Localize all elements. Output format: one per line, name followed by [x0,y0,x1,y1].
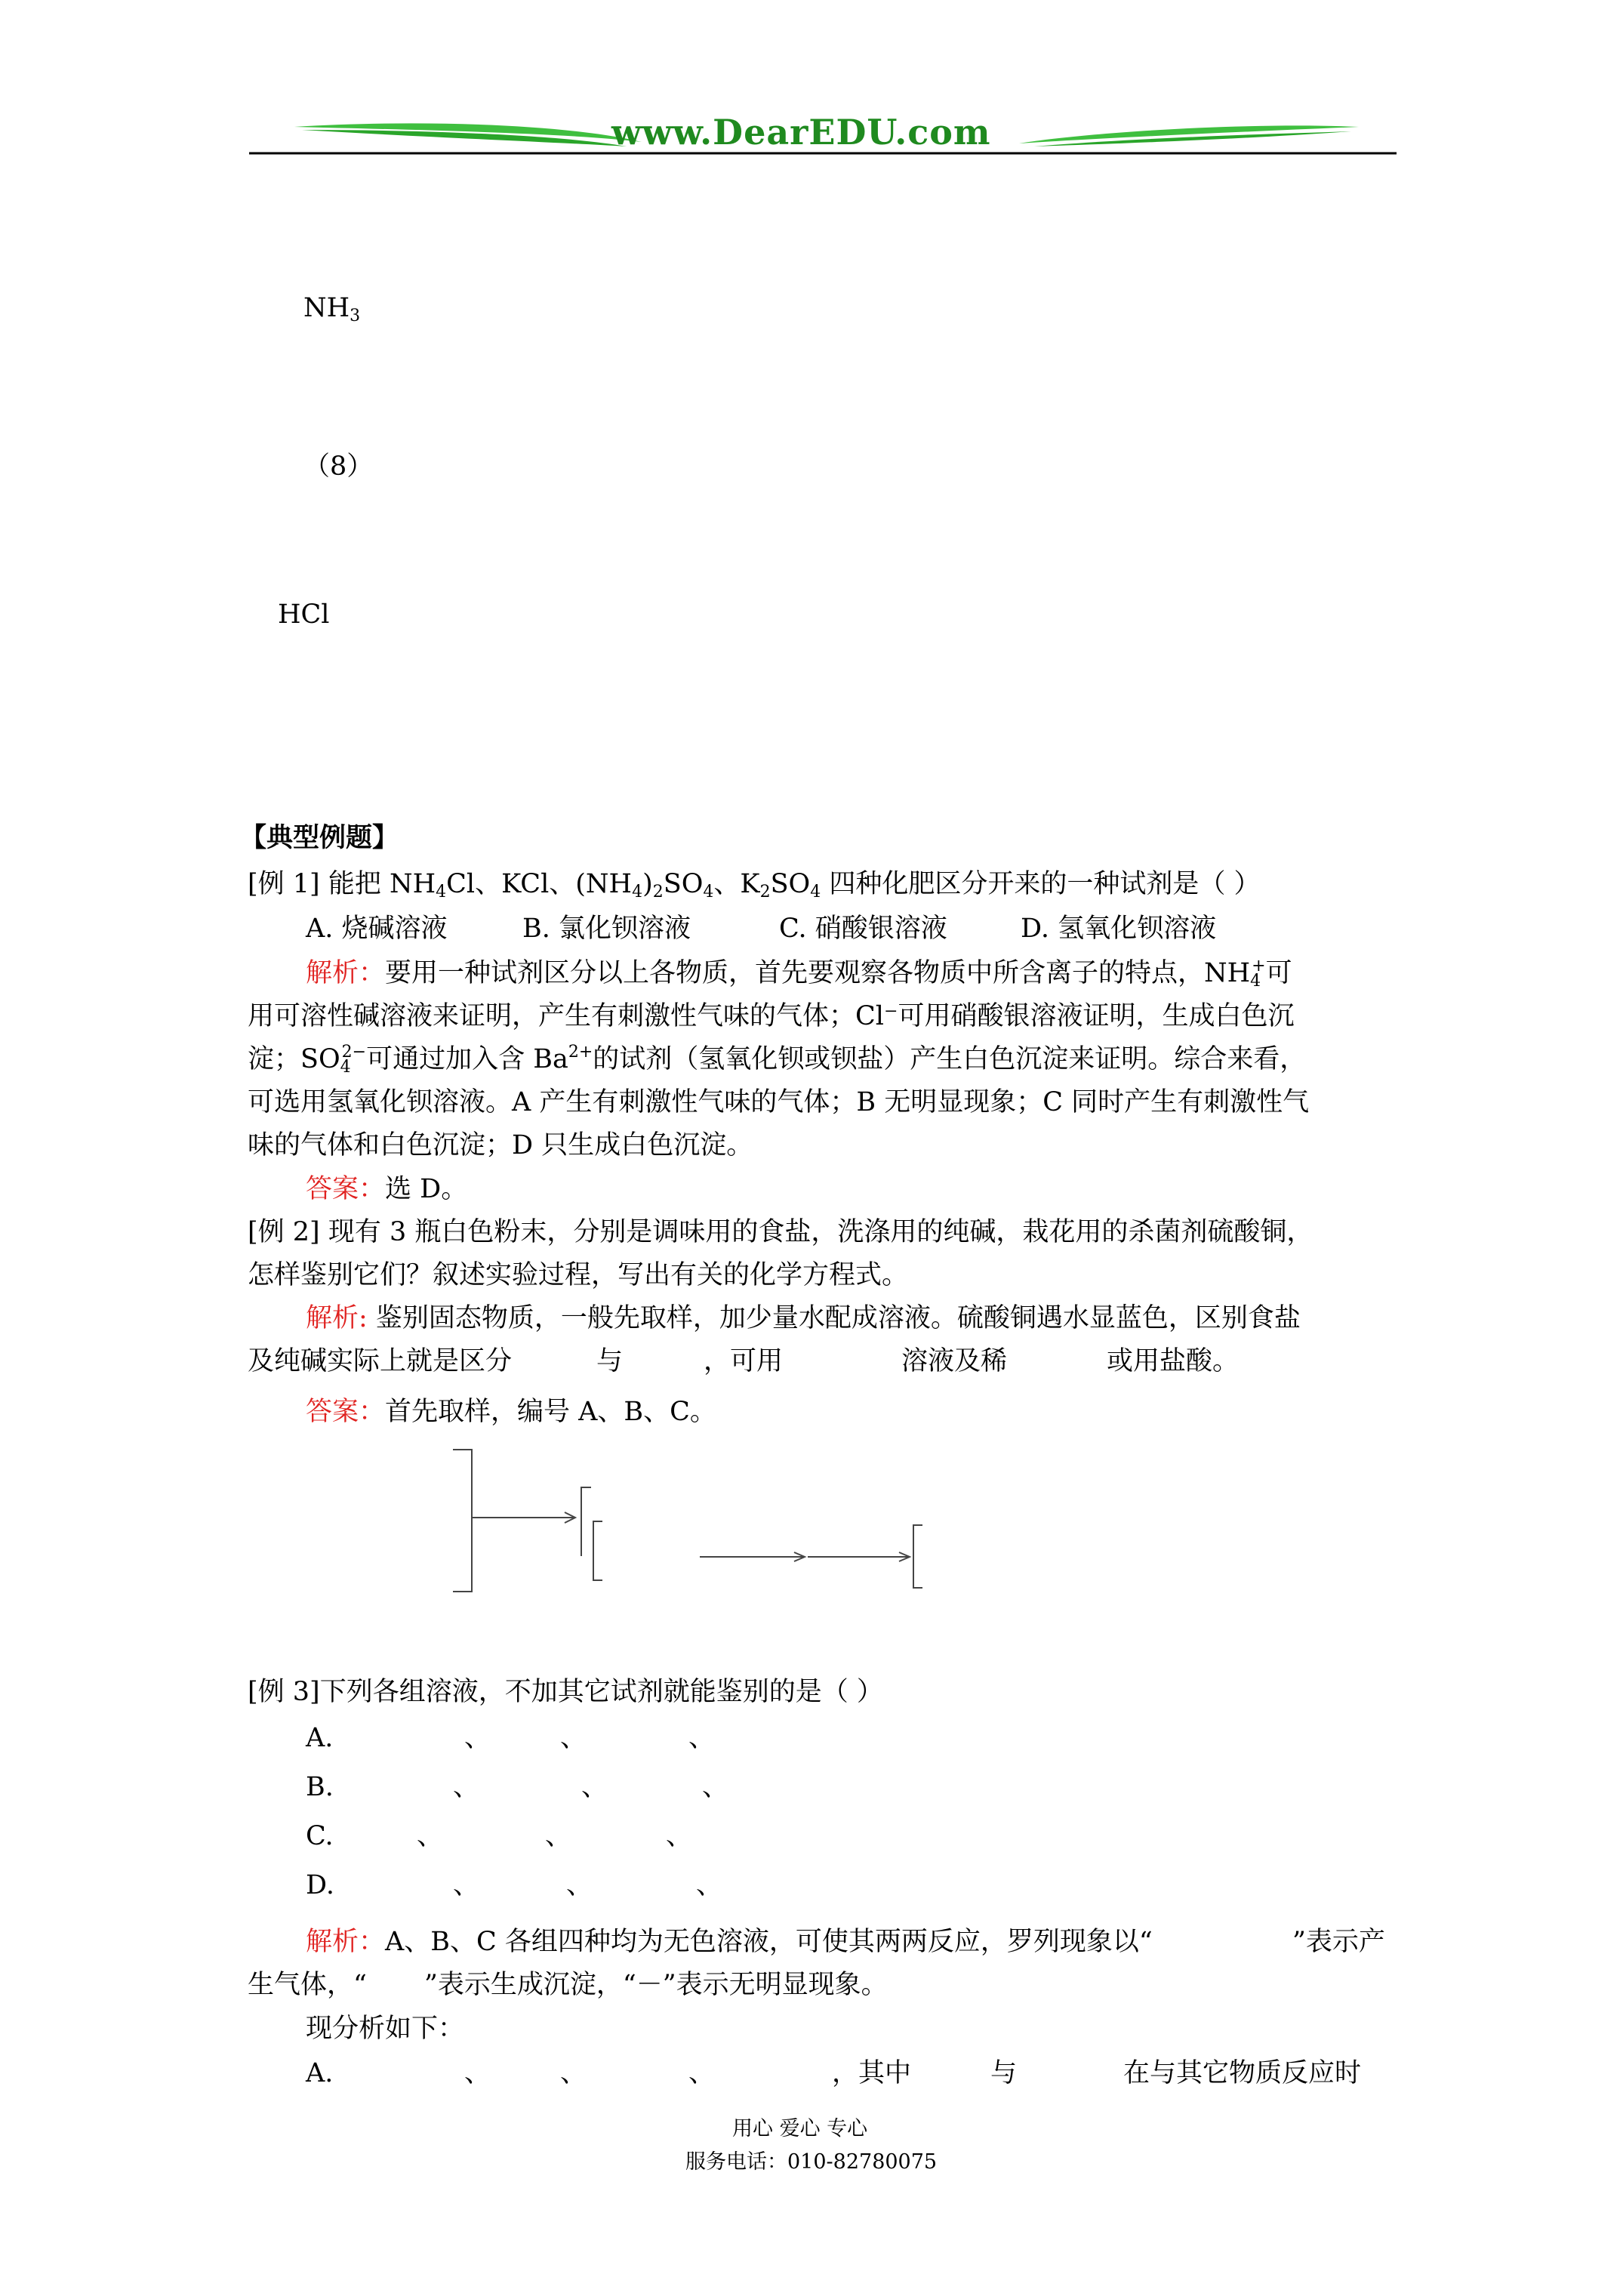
bracket-4 [913,1525,922,1588]
footer-line1: 用心 爱心 专心 [732,2117,868,2140]
site-logo: www.DearEDU.com [611,112,991,153]
ex1-option-a: A. 烧碱溶液 [306,914,448,944]
ex1-option-b: B. 氯化钡溶液 [522,914,691,944]
ex2-analysis-line2: 及纯碱实际上就是区分 [248,1346,513,1376]
sep: 、 [417,1821,444,1851]
ex3-last-tail: 在与其它物质反应时 [1123,2058,1362,2088]
sep: 、 [560,2058,587,2088]
ex1-option-d: D. 氢氧化钡溶液 [1021,914,1217,944]
ex2-analysis-line1: 解析: 鉴别固态物质，一般先取样，加少量水配成溶液。硫酸铜遇水显蓝色，区别食盐 [306,1303,1301,1333]
ex3-option-a: A. [306,1723,334,1753]
ex3-option-d: D. [306,1870,334,1900]
ex2-answer-label: 答案： [306,1397,386,1427]
sep: 、 [545,1821,572,1851]
sep: 、 [566,1870,593,1900]
ex3-analysis-line1-end: ”表示产 [1292,1927,1385,1957]
ex2-fragment-with: 与 [596,1346,624,1376]
ex2-question-line1: [例 2] 现有 3 瓶白色粉末，分别是调味用的食盐，洗涤用的纯碱，栽花用的杀菌剂硫酸铜， [248,1217,1313,1247]
bracket-3 [593,1521,602,1580]
ex2-analysis-label: 解析: [306,1303,368,1333]
ex3-last-with: 与 [990,2058,1018,2088]
big-bracket [453,1450,472,1592]
ex3-option-c: C. [306,1821,334,1851]
footer-line2: 服务电话：010-82780075 [685,2150,938,2174]
ex3-analysis-line2: 生气体，“ [248,1970,367,2000]
ex2-answer: 答案：首先取样，编号 A、B、C。 [306,1397,716,1427]
sep: 、 [560,1723,587,1753]
sep: 、 [464,1723,491,1753]
ex3-analysis-line2-end: ”表示生成沉淀，“－”表示无明显现象。 [424,1970,888,2000]
label-eight: （8） [303,451,374,482]
flow-diagram [453,1446,936,1597]
bracket-2 [581,1487,591,1556]
hcl-label: HCl [278,599,330,630]
ex1-question: [例 1] 能把 $NH_4Cl$、KCl、$(NH_4)_2SO_4$、$K_2SO_4$ 四种化肥区分开来的一种试剂是（ ） [248,869,1261,901]
ex3-question: [例 3]下列各组溶液，不加其它试剂就能鉴别的是（ ） [248,1677,883,1707]
sep: 、 [581,1772,608,1802]
ex3-analysis-line3: 现分析如下： [306,2014,465,2044]
ex3-analysis-line1: 解析：A、B、C 各组四种均为无色溶液，可使其两两反应，罗列现象以“ [306,1927,1153,1957]
nh3-label [303,291,360,325]
ex1-analysis-label: 解析： [306,958,386,988]
ex1-analysis-line5: 味的气体和白色沉淀；D 只生成白色沉淀。 [248,1130,753,1160]
ex1-analysis-line4: 可选用氢氧化钡溶液。A 产生有刺激性气味的气体；B 无明显现象；C 同时产生有刺激性气 [248,1087,1310,1117]
ex2-fragment-solution: 溶液及稀 [901,1346,1008,1376]
sep: 、 [453,1870,480,1900]
sep: 、 [696,1870,723,1900]
ex1-analysis-line3: 淀；$SO_4^{2-}$可通过加入含 $Ba^{2+}$的试剂（氢氧化钡或钡盐）产生白色沉淀来证明。综合来看， [248,1043,1307,1077]
ex1-option-c: C. 硝酸银溶液 [779,914,947,944]
ex2-fragment-hcl: 或用盐酸。 [1107,1346,1240,1376]
sep: 、 [453,1772,480,1802]
ex2-question-line2: 怎样鉴别它们？叙述实验过程，写出有关的化学方程式。 [248,1260,909,1290]
ex1-analysis-line2: 用可溶性碱溶液来证明，产生有刺激性气味的气体；Cl⁻可用硝酸银溶液证明，生成白色沉 [248,1001,1295,1031]
ex1-analysis-line1: 解析：要用一种试剂区分以上各物质，首先要观察各物质中所含离子的特点，$NH_4^+$可 [306,957,1292,991]
nh3-sub: 3 [350,307,361,325]
nh3-base: NH [303,293,350,323]
ex1-answer: 答案：选 D。 [306,1174,468,1204]
left-leaf-swoosh [294,123,642,142]
ex3-option-b: B. [306,1772,334,1802]
section-title: 【典型例题】 [240,823,399,853]
ex3-last-among: ，其中 [832,2058,912,2088]
ex1-answer-label: 答案： [306,1174,386,1204]
ex3-analysis-label: 解析： [306,1927,386,1957]
ex3-last-a: A. [306,2058,334,2088]
ex2-fragment-use: ，可用 [704,1346,784,1376]
right-leaf-swoosh [1019,125,1359,143]
sep: 、 [666,1821,693,1851]
sep: 、 [464,2058,491,2088]
sep: 、 [688,1723,716,1753]
sep: 、 [688,2058,716,2088]
sep: 、 [702,1772,729,1802]
